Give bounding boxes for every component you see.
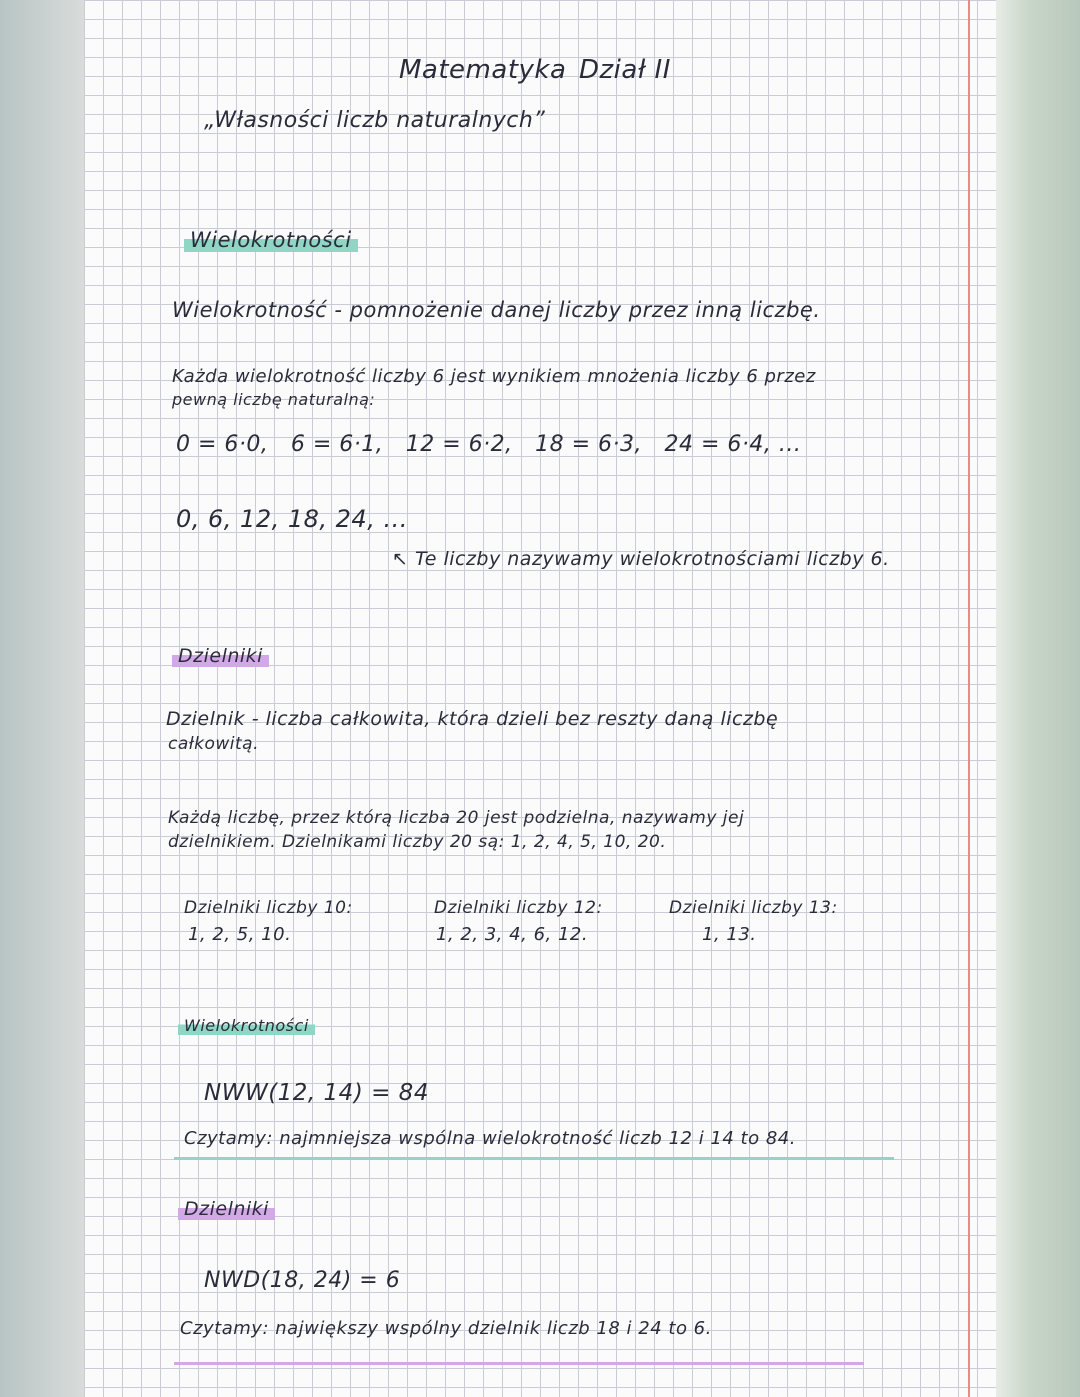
divisor-example-values: 1, 2, 5, 10. bbox=[188, 924, 292, 945]
multiples-explanation-1: Każda wielokrotność liczby 6 jest wynikiem mnożenia liczby 6 przez bbox=[172, 366, 816, 387]
background-right bbox=[996, 0, 1080, 1397]
gcd-underline bbox=[174, 1362, 864, 1365]
section-heading-lcm: Wielokrotności bbox=[178, 1016, 315, 1035]
notebook-page bbox=[84, 0, 996, 1397]
title: Matematyka bbox=[399, 55, 567, 85]
divisors-explanation-1: Każdą liczbę, przez którą liczba 20 jest podzielna, nazywamy jej bbox=[168, 808, 745, 828]
subtitle: „Własności liczb naturalnych” bbox=[204, 108, 546, 133]
divisors-explanation-2: dzielnikiem. Dzielnikami liczby 20 są: 1, 2, 4, 5, 10, 20. bbox=[168, 832, 667, 852]
margin-line bbox=[968, 0, 970, 1397]
divisor-example-label: Dzielniki liczby 12: bbox=[434, 898, 603, 918]
gcd-formula: NWD(18, 24) = 6 bbox=[204, 1268, 401, 1293]
section-heading-multiples: Wielokrotności bbox=[184, 228, 358, 252]
background-left bbox=[0, 0, 84, 1397]
multiples-note: ↖ Te liczby nazywamy wielokrotnościami liczby 6. bbox=[392, 548, 890, 570]
divisor-example-values: 1, 13. bbox=[702, 924, 757, 945]
section-heading-divisors: Dzielniki bbox=[172, 645, 269, 667]
section-heading-gcd: Dzielniki bbox=[178, 1198, 275, 1220]
multiples-equations: 0 = 6·0, 6 = 6·1, 12 = 6·2, 18 = 6·3, 24 = 6·4, ... bbox=[176, 432, 802, 457]
divisor-example-label: Dzielniki liczby 13: bbox=[669, 898, 838, 918]
divisor-example-values: 1, 2, 3, 4, 6, 12. bbox=[436, 924, 589, 945]
divisors-definition-2: całkowitą. bbox=[168, 734, 260, 754]
divisors-definition-1: Dzielnik - liczba całkowita, która dzieli bez reszty daną liczbę bbox=[166, 708, 779, 730]
multiples-list: 0, 6, 12, 18, 24, ... bbox=[176, 505, 408, 533]
lcm-reading: Czytamy: najmniejsza wspólna wielokrotność liczb 12 i 14 to 84. bbox=[184, 1128, 796, 1149]
lcm-underline bbox=[174, 1157, 894, 1160]
multiples-explanation-2: pewną liczbę naturalną: bbox=[172, 390, 376, 409]
gcd-reading: Czytamy: największy wspólny dzielnik liczb 18 i 24 to 6. bbox=[180, 1318, 712, 1339]
lcm-formula: NWW(12, 14) = 84 bbox=[204, 1080, 429, 1106]
chapter: Dział II bbox=[579, 55, 671, 85]
multiples-definition: Wielokrotność - pomnożenie danej liczby przez inną liczbę. bbox=[172, 298, 821, 322]
divisor-example-label: Dzielniki liczby 10: bbox=[184, 898, 353, 918]
